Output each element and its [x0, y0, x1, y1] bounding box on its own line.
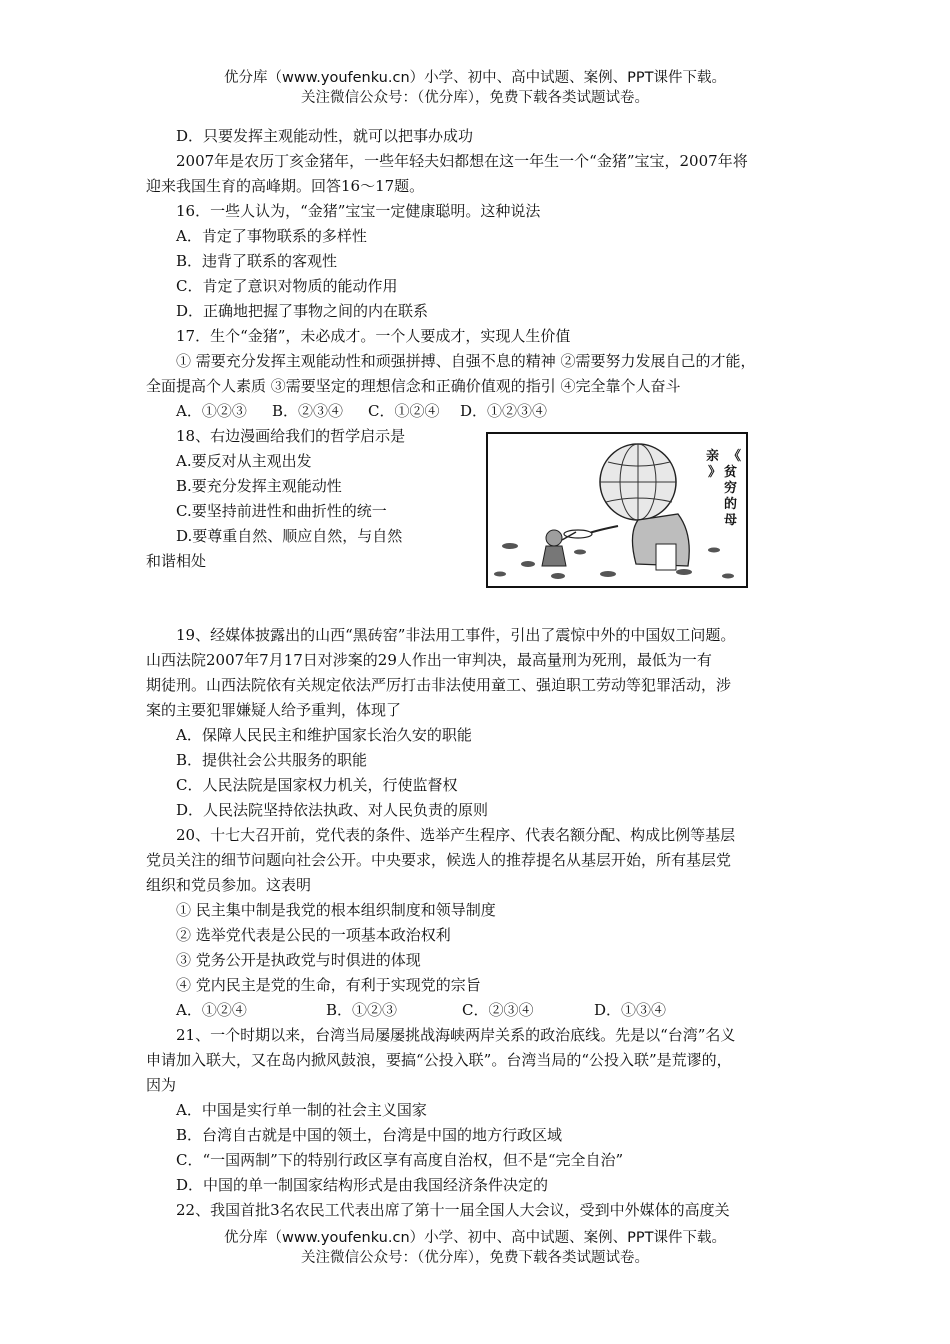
q20-item-4: ④ 党内民主是党的生命，有利于实现党的宗旨 — [176, 976, 481, 994]
q17-items-line-1: ① 需要充分发挥主观能动性和顽强拼搏、自强不息的精神 ②需要努力发展自己的才能， — [176, 352, 756, 370]
q20-option-b: B．①②③ — [326, 1001, 398, 1019]
q20-line-1: 20、十七大召开前，党代表的条件、选举产生程序、代表名额分配、构成比例等基层 — [176, 826, 736, 844]
q22-line-1: 22、我国首批3名农民工代表出席了第十一届全国人大会议，受到中外媒体的高度关 — [176, 1201, 730, 1219]
comic-title-char: 亲 — [706, 449, 720, 464]
intro-line-2: 迎来我国生育的高峰期。回答16～17题。 — [146, 177, 425, 195]
q16-option-a: A．肯定了事物联系的多样性 — [176, 227, 367, 245]
comic-illustration — [486, 432, 748, 588]
q21-line-2: 申请加入联大，又在岛内掀风鼓浪，要搞“公投入联”。台湾当局的“公投入联”是荒谬的， — [146, 1051, 732, 1069]
comic-title-char: 《 — [728, 449, 742, 464]
q18-option-c: C.要坚持前进性和曲折性的统一 — [176, 502, 387, 520]
comic-title-char: 》 — [708, 465, 722, 480]
comic-title-tail — [706, 448, 724, 480]
q17-items-line-2: 全面提高个人素质 ③需要坚定的理想信念和正确价值观的指引 ④完全靠个人奋斗 — [146, 377, 681, 395]
q19-option-d: D．人民法院坚持依法执政、对人民负责的原则 — [176, 801, 489, 819]
q15-option-d: D．只要发挥主观能动性，就可以把事办成功 — [176, 127, 474, 145]
q18-stem: 18、右边漫画给我们的哲学启示是 — [176, 427, 406, 445]
q16-stem: 16．一些人认为，“金猪”宝宝一定健康聪明。这种说法 — [176, 202, 541, 220]
q16-option-d: D．正确地把握了事物之间的内在联系 — [176, 302, 429, 320]
q21-line-3: 因为 — [146, 1076, 177, 1094]
footer-line-1: 优分库（www.youfenku.cn）小学、初中、高中试题、案例、PPT课件下载。 — [224, 1230, 726, 1246]
comic-title-char: 贫 — [724, 465, 738, 480]
q21-option-a: A．中国是实行单一制的社会主义国家 — [176, 1101, 427, 1119]
q18-option-d-line-2: 和谐相处 — [146, 552, 207, 570]
q17-option-c: C．①②④ — [368, 402, 440, 420]
q17-option-a: A．①②③ — [176, 402, 247, 420]
comic-title-char: 的 — [724, 497, 738, 512]
q20-option-c: C．②③④ — [462, 1001, 534, 1019]
comic-title — [724, 448, 746, 528]
q20-line-3: 组织和党员参加。这表明 — [146, 876, 312, 894]
intro-line-1: 2007年是农历丁亥金猪年，一些年轻夫妇都想在这一年生一个“金猪”宝宝，2007年将 — [176, 152, 748, 170]
q18-option-a: A.要反对从主观出发 — [176, 452, 312, 470]
q19-line-4: 案的主要犯罪嫌疑人给予重判，体现了 — [146, 701, 402, 719]
header-line-1: 优分库（www.youfenku.cn）小学、初中、高中试题、案例、PPT课件下载。 — [224, 70, 726, 86]
q20-options — [176, 999, 666, 1021]
comic-title-char: 母 — [724, 513, 738, 528]
q18-option-d-line-1: D.要尊重自然、顺应自然，与自然 — [176, 527, 403, 545]
q17-option-d: D．①②③④ — [460, 402, 548, 420]
q21-option-b: B．台湾自古就是中国的领土，台湾是中国的地方行政区域 — [176, 1126, 563, 1144]
comic-title-char: 穷 — [724, 481, 738, 496]
q21-option-c: C．“一国两制”下的特别行政区享有高度自治权，但不是“完全自治” — [176, 1151, 624, 1169]
q19-line-1: 19、经媒体披露出的山西“黑砖窑”非法用工事件，引出了震惊中外的中国奴工问题。 — [176, 626, 736, 644]
q20-item-3: ③ 党务公开是执政党与时俱进的体现 — [176, 951, 421, 969]
q20-option-a: A．①②④ — [176, 1001, 247, 1019]
q21-option-d: D．中国的单一制国家结构形式是由我国经济条件决定的 — [176, 1176, 549, 1194]
q17-stem: 17．生个“金猪”，未必成才。一个人要成才，实现人生价值 — [176, 327, 571, 345]
header-line-2: 关注微信公众号：（优分库），免费下载各类试题试卷。 — [301, 90, 649, 106]
q20-option-d: D．①③④ — [594, 1001, 667, 1019]
q19-option-a: A．保障人民民主和维护国家长治久安的职能 — [176, 726, 472, 744]
q20-line-2: 党员关注的细节问题向社会公开。中央要求，候选人的推荐提名从基层开始，所有基层党 — [146, 851, 732, 869]
q16-option-b: B．违背了联系的客观性 — [176, 252, 338, 270]
q18-option-b: B.要充分发挥主观能动性 — [176, 477, 342, 495]
footer-line-2: 关注微信公众号：（优分库），免费下载各类试题试卷。 — [301, 1250, 649, 1266]
q17-options — [176, 400, 547, 422]
q20-item-2: ② 选举党代表是公民的一项基本政治权利 — [176, 926, 451, 944]
q20-item-1: ① 民主集中制是我党的根本组织制度和领导制度 — [176, 901, 496, 919]
q19-line-3: 期徒刑。山西法院依有关规定依法严厉打击非法使用童工、强迫职工劳动等犯罪活动，涉 — [146, 676, 732, 694]
q19-line-2: 山西法院2007年7月17日对涉案的29人作出一审判决，最高量刑为死刑，最低为一有 — [146, 651, 712, 669]
q17-option-b: B．②③④ — [272, 402, 344, 420]
q16-option-c: C．肯定了意识对物质的能动作用 — [176, 277, 398, 295]
q21-line-1: 21、一个时期以来，台湾当局屡屡挑战海峡两岸关系的政治底线。先是以“台湾”名义 — [176, 1026, 736, 1044]
q19-option-c: C．人民法院是国家权力机关，行使监督权 — [176, 776, 458, 794]
q19-option-b: B．提供社会公共服务的职能 — [176, 751, 368, 769]
comic-drawing — [488, 434, 746, 586]
